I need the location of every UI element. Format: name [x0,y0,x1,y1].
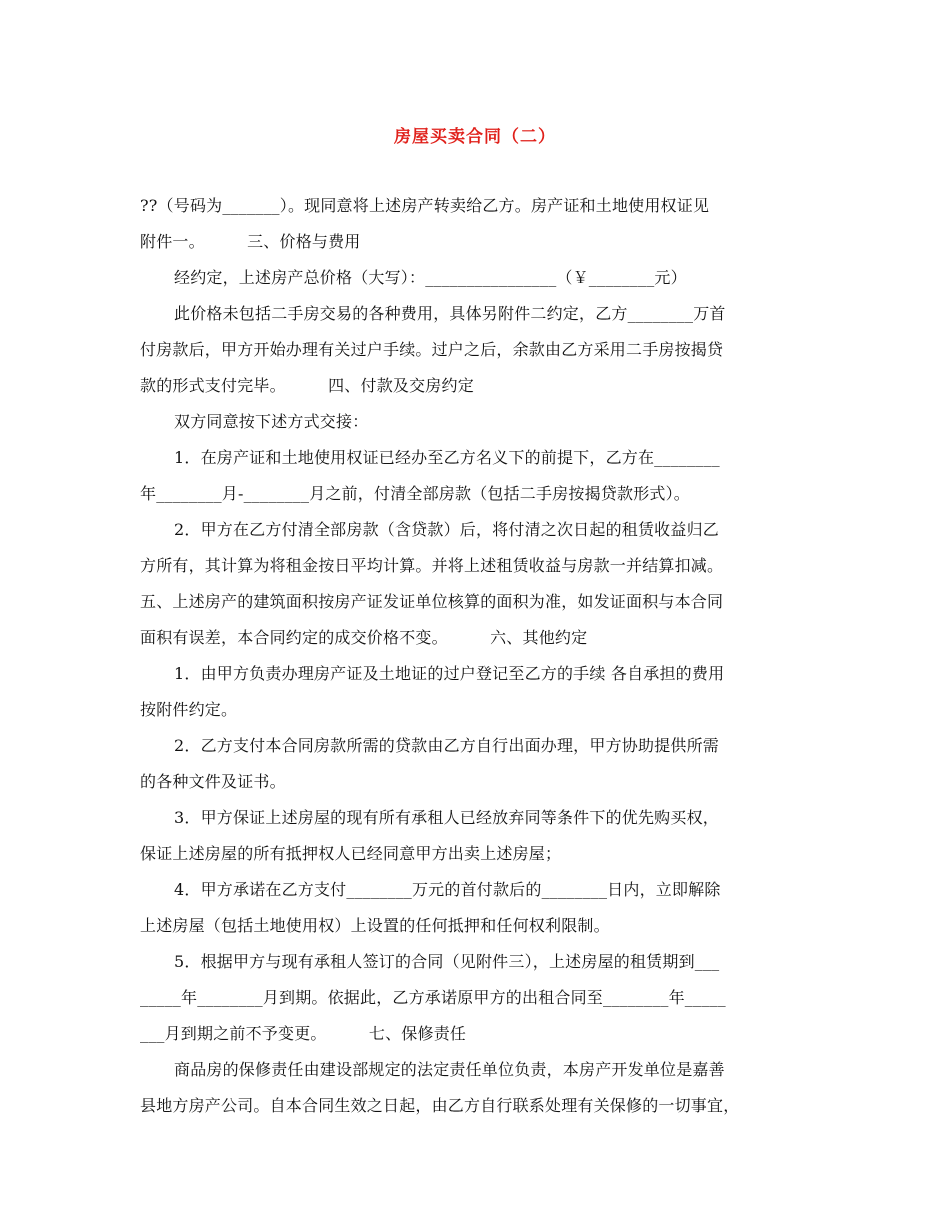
text-line: 附件一。 三、价格与费用 [140,232,361,251]
text-line: 2．乙方支付本合同房款所需的贷款由乙方自行出面办理，甲方协助提供所需 [174,736,719,755]
text-line: 县地方房产公司。自本合同生效之日起，由乙方自行联系处理有关保修的一切事宜， [140,1096,740,1115]
text-line: 上述房屋（包括土地使用权）上设置的任何抵押和任何权利限制。 [140,916,610,935]
text-line: 面积有误差，本合同约定的成交价格不变。 六、其他约定 [140,628,588,647]
text-line: 商品房的保修责任由建设部规定的法定责任单位负责，本房产开发单位是嘉善 [174,1060,725,1079]
text-line: 经约定，上述房产总价格（大写）：________________（￥________元） [174,268,687,287]
text-line: 4．甲方承诺在乙方支付________万元的首付款后的________日内，立即解除 [174,880,721,899]
text-line: 5．根据甲方与现有承租人签订的合同（见附件三），上述房屋的租赁期到___ [174,952,720,971]
text-line: ??（号码为_______）。现同意将上述房产转卖给乙方。房产证和土地使用权证见 [140,196,710,215]
text-line: 款的形式支付完毕。 四、付款及交房约定 [140,376,474,395]
document-title: 房屋买卖合同（二） [394,127,556,147]
text-line: 五、上述房产的建筑面积按房产证发证单位核算的面积为准，如发证面积与本合同 [140,592,724,611]
text-line: 按附件约定。 [140,700,238,719]
text-line: 年________月-________月之前，付清全部房款（包括二手房按揭贷款形式）。 [140,484,691,503]
text-line: _____年________月到期。依据此，乙方承诺原甲方的出租合同至________年_____ [140,988,726,1007]
text-line: 方所有，其计算为将租金按日平均计算。并将上述租赁收益与房款一并结算扣减。 [140,556,724,575]
text-line: 1．在房产证和土地使用权证已经办至乙方名义下的前提下，乙方在________ [174,448,720,467]
text-line: 付房款后，甲方开始办理有关过户手续。过户之后，余款由乙方采用二手房按揭贷 [140,340,724,359]
text-line: 的各种文件及证书。 [140,772,286,791]
text-line: ___月到期之前不予变更。 七、保修责任 [140,1024,467,1043]
text-line: 此价格未包括二手房交易的各种费用，具体另附件二约定，乙方________万首 [174,304,726,323]
text-line: 1．由甲方负责办理房产证及土地证的过户登记至乙方的手续 各自承担的费用 [174,664,725,683]
text-line: 3．甲方保证上述房屋的现有所有承租人已经放弃同等条件下的优先购买权， [174,808,719,827]
text-line: 2．甲方在乙方付清全部房款（含贷款）后，将付清之次日起的租赁收益归乙 [174,520,719,539]
text-line: 双方同意按下述方式交接： [174,412,369,431]
text-line: 保证上述房屋的所有抵押权人已经同意甲方出卖上述房屋； [140,844,562,863]
